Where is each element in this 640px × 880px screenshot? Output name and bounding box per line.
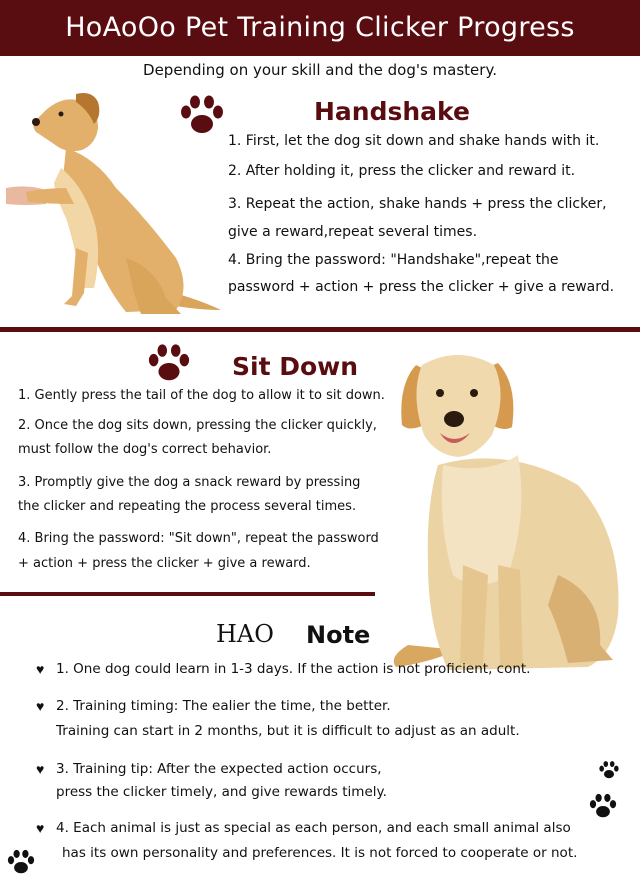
sitdown-step: 3. Promptly give the dog a snack reward by pressing bbox=[18, 475, 361, 490]
paw-print-icon bbox=[598, 760, 620, 780]
paw-print-icon bbox=[178, 94, 226, 136]
section-divider bbox=[0, 327, 640, 332]
handshake-step: 1. First, let the dog sit down and shake hands with it. bbox=[228, 133, 600, 149]
sitdown-step: must follow the dog's correct behavior. bbox=[18, 442, 272, 457]
section-divider bbox=[0, 592, 375, 596]
handshake-step: 2. After holding it, press the clicker and reward it. bbox=[228, 163, 576, 179]
golden-retriever-image bbox=[388, 345, 638, 685]
paw-print-icon bbox=[588, 792, 618, 820]
note-item: 1. One dog could learn in 1-3 days. If the action is not proficient, cont. bbox=[56, 661, 531, 677]
sitdown-step: 2. Once the dog sits down, pressing the clicker quickly, bbox=[18, 418, 377, 433]
brand-logo: HAO bbox=[216, 620, 274, 648]
paw-print-icon bbox=[146, 342, 192, 384]
handshake-step: 4. Bring the password: "Handshake",repeat the bbox=[228, 252, 559, 268]
heart-bullet-icon: ♥ bbox=[36, 820, 45, 836]
sitdown-step: the clicker and repeating the process several times. bbox=[18, 499, 357, 514]
note-item: has its own personality and preferences. It is not forced to cooperate or not. bbox=[62, 845, 578, 861]
note-item: Training can start in 2 months, but it is difficult to adjust as an adult. bbox=[56, 723, 520, 739]
heart-bullet-icon: ♥ bbox=[36, 661, 45, 677]
note-item: press the clicker timely, and give rewards timely. bbox=[56, 784, 387, 800]
heart-bullet-icon: ♥ bbox=[36, 761, 45, 777]
sitdown-step: + action + press the clicker + give a reward. bbox=[18, 556, 311, 571]
subtitle: Depending on your skill and the dog's mastery. bbox=[143, 61, 497, 79]
handshake-step: 3. Repeat the action, shake hands + press the clicker, bbox=[228, 196, 607, 212]
sitdown-step: 4. Bring the password: "Sit down", repeat the password bbox=[18, 531, 379, 546]
note-heading: Note bbox=[306, 621, 371, 649]
sitdown-step: 1. Gently press the tail of the dog to allow it to sit down. bbox=[18, 388, 385, 403]
handshake-heading: Handshake bbox=[314, 97, 470, 126]
paw-print-icon bbox=[6, 848, 36, 876]
heart-bullet-icon: ♥ bbox=[36, 698, 45, 714]
note-item: 4. Each animal is just as special as each person, and each small animal also bbox=[56, 820, 571, 836]
title-banner bbox=[0, 0, 640, 56]
page-title: HoAoOo Pet Training Clicker Progress bbox=[65, 12, 575, 43]
note-item: 3. Training tip: After the expected action occurs, bbox=[56, 761, 382, 777]
sitdown-heading: Sit Down bbox=[232, 352, 359, 381]
handshake-step: password + action + press the clicker + give a reward. bbox=[228, 279, 615, 295]
handshake-step: give a reward,repeat several times. bbox=[228, 224, 478, 240]
note-item: 2. Training timing: The ealier the time, the better. bbox=[56, 698, 391, 714]
